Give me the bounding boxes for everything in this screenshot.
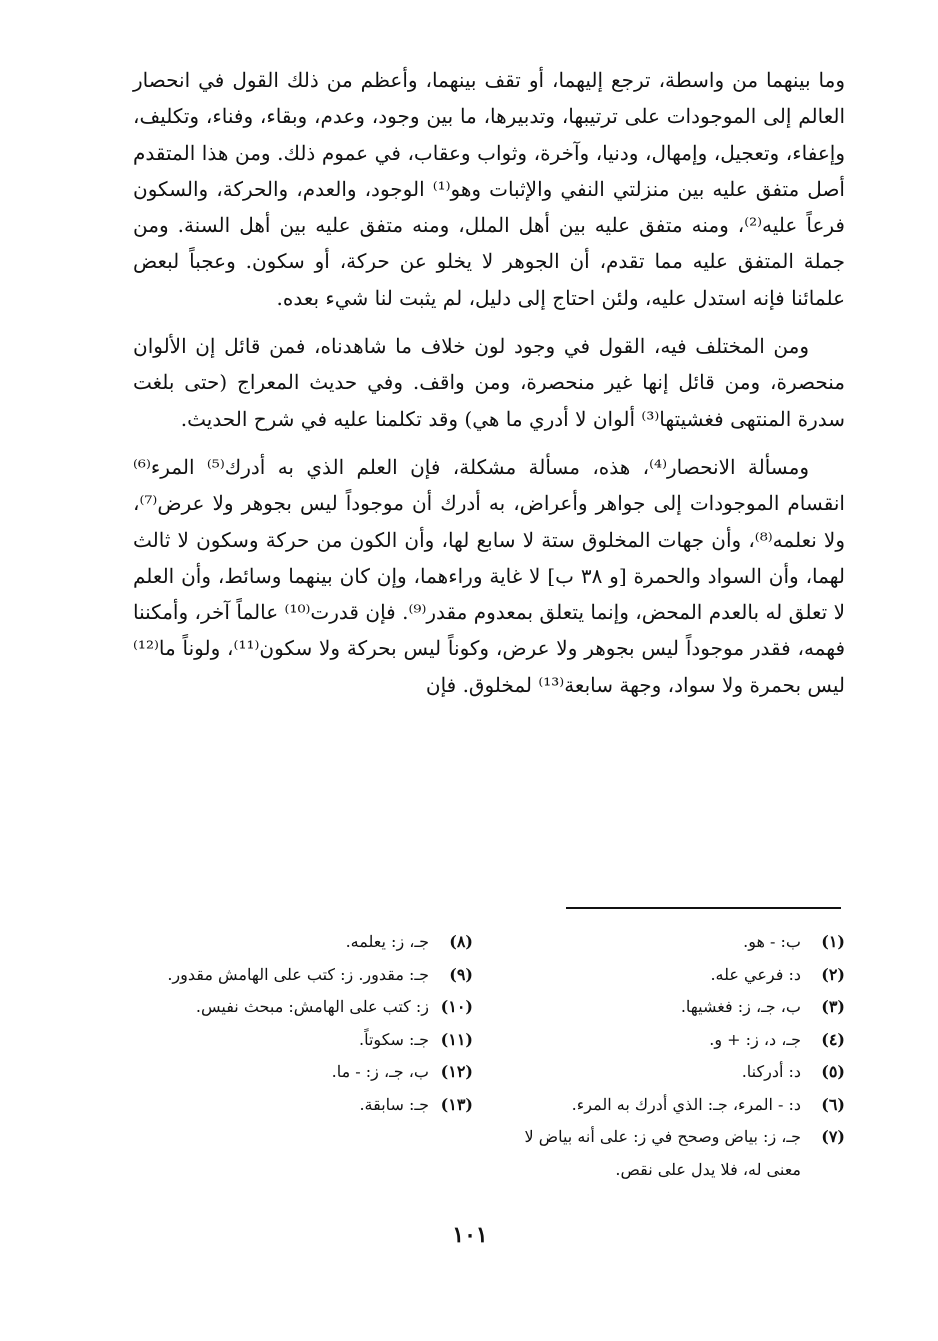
footnote-number: (٨) xyxy=(449,932,473,951)
paragraph-3: ومسألة الانحصار⁽⁴⁾، هذه، مسألة مشكلة، فإن العلم الذي به أدرك⁽⁵⁾ المرء⁽⁶⁾ انقسام الموجودات إلى جواهر وأعراض، به أدرك أن موجوداً ليس بجوهر ولا عرض⁽⁷⁾، ولا نعلمه⁽⁸⁾، وأن جهات المخلوق ستة لا سابع لها، وأن الكون من حركة وسكون لا ثالث لهما، وأن السواد والحمرة [و ٣٨ ب] لا غاية وراءهما، وإن كان بينهما وسائط، وأن العلم لا تعلق له بالعدم المحض، وإنما يتعلق بمعدوم مقدر⁽⁹⁾. فإن قدرت⁽¹⁰⁾ عالماً آخر، وأمكننا فهمه، فقدر موجوداً ليس بجوهر ولا عرض، وكوناً ليس بحركة ولا سكون⁽¹¹⁾، ولوناً ما⁽¹²⁾ ليس بحمرة ولا سواد، وجهة سابعة⁽¹³⁾ لمخلوق. فإن xyxy=(133,454,846,697)
footnote xyxy=(497,959,845,992)
footnote xyxy=(128,1089,473,1122)
footnotes-left-column xyxy=(128,926,473,1121)
footnote-text: ز: كتب على الهامش: مبحث نفيس. xyxy=(195,997,429,1016)
footnote-text: ب، جـ، ز: فغشيها. xyxy=(680,997,801,1016)
footnote-number: (١) xyxy=(821,932,845,951)
footnote-number: (٤) xyxy=(821,1029,845,1049)
footnote xyxy=(128,1024,473,1057)
footnote-number: (١٢) xyxy=(440,1062,473,1081)
footnote-text: ب، جـ، ز: - ما. xyxy=(331,1062,429,1081)
footnote-number: (٧) xyxy=(821,1127,845,1146)
footnote-number: (٩) xyxy=(449,964,473,984)
paragraph-2: ومن المختلف فيه، القول في وجود لون خلاف ما شاهدناه، فمن قائل إن الألوان منحصرة، ومن قائل إنها غير منحصرة، ومن واقف. وفي حديث المعراج (حتى بلغت سدرة المنتهى فغشيتها⁽³⁾ ألوان لا أدري ما هي) وقد تكلمنا عليه في شرح الحديث. xyxy=(133,334,845,431)
footnotes-right-column xyxy=(497,926,845,1186)
footnote-divider xyxy=(566,907,841,909)
footnote-text: د: فرعي عله. xyxy=(710,964,801,984)
footnote-number: (١٠) xyxy=(440,997,473,1016)
footnote xyxy=(128,991,473,1024)
footnote-text: د: - المرء، جـ: الذي أدرك به المرء. xyxy=(571,1094,801,1114)
footnote xyxy=(497,926,845,959)
footnote xyxy=(497,1089,845,1122)
footnote-text: د: أدركنا. xyxy=(741,1062,801,1081)
footnote xyxy=(497,1121,845,1186)
footnote-text: ب: - هو. xyxy=(743,932,801,951)
footnote-text: جـ، ز: يعلمه. xyxy=(345,932,429,951)
footnote-number: (٥) xyxy=(821,1062,845,1081)
footnote-number: (١٣) xyxy=(440,1094,473,1114)
footnote-text: جـ، ز: بياض وصحح في ز: على أنه بياض لا معنى له، فلا يدل على نقص. xyxy=(524,1127,801,1179)
footnote xyxy=(497,991,845,1024)
page-number: ١٠١ xyxy=(452,1222,488,1248)
footnote-number: (٣) xyxy=(821,997,845,1016)
main-text xyxy=(133,62,845,703)
footnote xyxy=(128,1056,473,1089)
footnote-text: جـ، د، ز: + و. xyxy=(709,1029,801,1049)
footnote-text: جـ: سابقة. xyxy=(359,1094,429,1114)
footnote xyxy=(128,926,473,959)
footnote-number: (٢) xyxy=(821,964,845,984)
footnote xyxy=(497,1056,845,1089)
footnote xyxy=(497,1024,845,1057)
footnote-number: (٦) xyxy=(821,1094,845,1114)
footnote-number: (١١) xyxy=(440,1029,473,1049)
footnote-text: جـ: مقدور. ز: كتب على الهامش مقدور. xyxy=(167,964,429,984)
footnote-text: جـ: سكوتاً. xyxy=(359,1029,429,1049)
paragraph-1: وما بينهما من واسطة، ترجع إليهما، أو تقف بينهما، وأعظم من ذلك القول في انحصار العالم إلى الموجودات على ترتيبها، وتدبيرها، ما بين وجود، وعدم، وبقاء، وفناء، وتكليف، وإعفاء، وتعجيل، وإمهال، ودنيا، وآخرة، وثواب وعقاب، في عموم ذلك. ومن هذا المتقدم أصل متفق عليه بين منزلتي النفي والإثبات وهو⁽¹⁾ الوجود، والعدم، والحركة، والسكون فرعاً عليه⁽²⁾، ومنه متفق عليه بين أهل الملل، ومنه متفق عليه بين أهل السنة. ومن جملة المتفق عليه مما تقدم، أن الجوهر لا يخلو عن حركة، أو سكون. وعجباً لبعض علمائنا فإنه استدل عليه، ولئن احتاج إلى دليل، لم يثبت لنا شيء بعده. xyxy=(133,68,845,310)
footnote xyxy=(128,959,473,992)
